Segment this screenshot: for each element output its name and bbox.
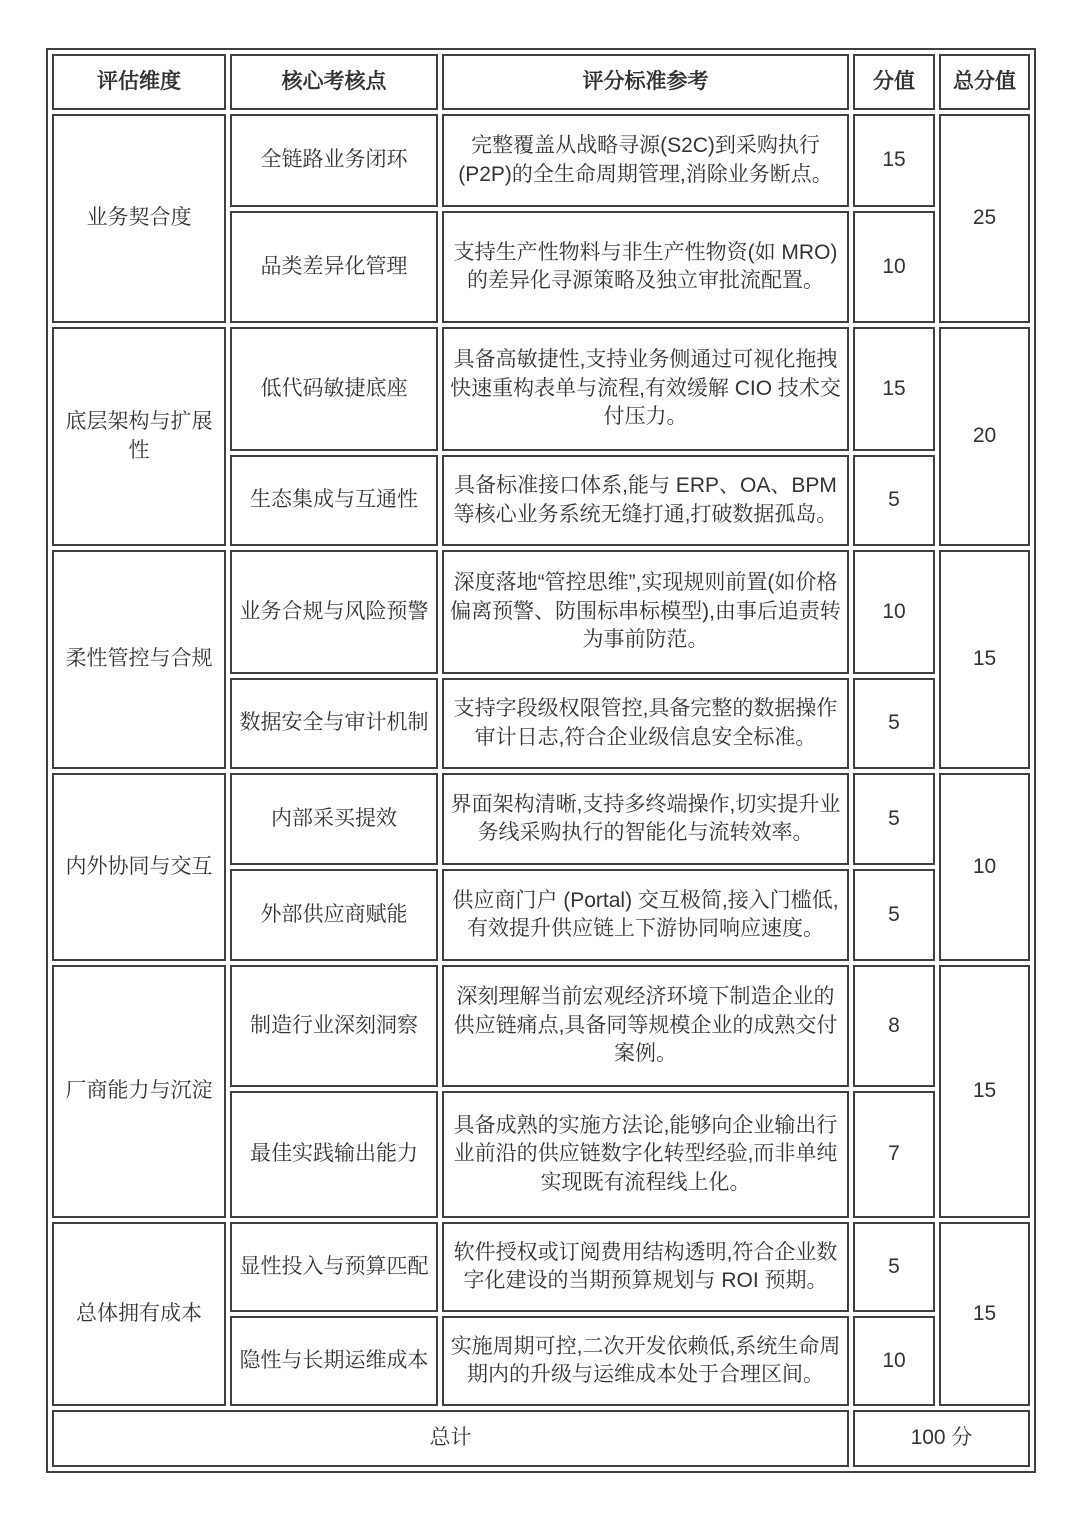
point-cell: 生态集成与互通性 bbox=[230, 455, 438, 546]
table-row bbox=[52, 114, 1030, 207]
dimension-cell: 底层架构与扩展性 bbox=[52, 327, 226, 546]
score-cell: 10 bbox=[853, 550, 935, 674]
criteria-cell: 完整覆盖从战略寻源(S2C)到采购执行(P2P)的全生命周期管理,消除业务断点。 bbox=[442, 114, 849, 207]
point-cell: 显性投入与预算匹配 bbox=[230, 1222, 438, 1312]
header-criteria: 评分标准参考 bbox=[442, 54, 849, 110]
evaluation-table-container bbox=[46, 48, 1036, 1473]
table-row bbox=[52, 550, 1030, 674]
table-row bbox=[52, 773, 1030, 865]
footer-row bbox=[52, 1410, 1030, 1467]
score-cell: 10 bbox=[853, 211, 935, 323]
header-core-point: 核心考核点 bbox=[230, 54, 438, 110]
header-dimension: 评估维度 bbox=[52, 54, 226, 110]
total-cell: 15 bbox=[939, 550, 1030, 769]
criteria-cell: 实施周期可控,二次开发依赖低,系统生命周期内的升级与运维成本处于合理区间。 bbox=[442, 1316, 849, 1406]
criteria-cell: 支持字段级权限管控,具备完整的数据操作审计日志,符合企业级信息安全标准。 bbox=[442, 678, 849, 769]
point-cell: 数据安全与审计机制 bbox=[230, 678, 438, 769]
criteria-cell: 软件授权或订阅费用结构透明,符合企业数字化建设的当期预算规划与 ROI 预期。 bbox=[442, 1222, 849, 1312]
criteria-cell: 界面架构清晰,支持多终端操作,切实提升业务线采购执行的智能化与流转效率。 bbox=[442, 773, 849, 865]
dimension-cell: 内外协同与交互 bbox=[52, 773, 226, 961]
criteria-cell: 深刻理解当前宏观经济环境下制造企业的供应链痛点,具备同等规模企业的成熟交付案例。 bbox=[442, 965, 849, 1087]
table-row bbox=[52, 1222, 1030, 1312]
total-cell: 25 bbox=[939, 114, 1030, 323]
criteria-cell: 具备高敏捷性,支持业务侧通过可视化拖拽快速重构表单与流程,有效缓解 CIO 技术交付压力。 bbox=[442, 327, 849, 451]
point-cell: 外部供应商赋能 bbox=[230, 869, 438, 961]
point-cell: 制造行业深刻洞察 bbox=[230, 965, 438, 1087]
dimension-cell: 柔性管控与合规 bbox=[52, 550, 226, 769]
total-value-cell: 100 分 bbox=[853, 1410, 1030, 1467]
evaluation-rubric-table bbox=[46, 48, 1036, 1473]
score-cell: 15 bbox=[853, 327, 935, 451]
dimension-cell: 厂商能力与沉淀 bbox=[52, 965, 226, 1218]
table-row bbox=[52, 965, 1030, 1087]
total-cell: 20 bbox=[939, 327, 1030, 546]
score-cell: 5 bbox=[853, 455, 935, 546]
criteria-cell: 支持生产性物料与非生产性物资(如 MRO)的差异化寻源策略及独立审批流配置。 bbox=[442, 211, 849, 323]
total-label-cell: 总计 bbox=[52, 1410, 849, 1467]
score-cell: 5 bbox=[853, 773, 935, 865]
point-cell: 品类差异化管理 bbox=[230, 211, 438, 323]
criteria-cell: 具备标准接口体系,能与 ERP、OA、BPM 等核心业务系统无缝打通,打破数据孤岛。 bbox=[442, 455, 849, 546]
dimension-cell: 总体拥有成本 bbox=[52, 1222, 226, 1406]
score-cell: 5 bbox=[853, 678, 935, 769]
score-cell: 8 bbox=[853, 965, 935, 1087]
point-cell: 隐性与长期运维成本 bbox=[230, 1316, 438, 1406]
table-row bbox=[52, 327, 1030, 451]
criteria-cell: 具备成熟的实施方法论,能够向企业输出行业前沿的供应链数字化转型经验,而非单纯实现既有流程线上化。 bbox=[442, 1091, 849, 1218]
total-cell: 15 bbox=[939, 965, 1030, 1218]
point-cell: 业务合规与风险预警 bbox=[230, 550, 438, 674]
criteria-cell: 供应商门户 (Portal) 交互极简,接入门槛低,有效提升供应链上下游协同响应速度。 bbox=[442, 869, 849, 961]
point-cell: 全链路业务闭环 bbox=[230, 114, 438, 207]
header-score: 分值 bbox=[853, 54, 935, 110]
score-cell: 15 bbox=[853, 114, 935, 207]
score-cell: 5 bbox=[853, 869, 935, 961]
score-cell: 10 bbox=[853, 1316, 935, 1406]
point-cell: 低代码敏捷底座 bbox=[230, 327, 438, 451]
criteria-cell: 深度落地“管控思维”,实现规则前置(如价格偏离预警、防围标串标模型),由事后追责转为事前防范。 bbox=[442, 550, 849, 674]
dimension-cell: 业务契合度 bbox=[52, 114, 226, 323]
point-cell: 最佳实践输出能力 bbox=[230, 1091, 438, 1218]
score-cell: 7 bbox=[853, 1091, 935, 1218]
header-row bbox=[52, 54, 1030, 110]
total-cell: 15 bbox=[939, 1222, 1030, 1406]
score-cell: 5 bbox=[853, 1222, 935, 1312]
header-total-score: 总分值 bbox=[939, 54, 1030, 110]
point-cell: 内部采买提效 bbox=[230, 773, 438, 865]
total-cell: 10 bbox=[939, 773, 1030, 961]
